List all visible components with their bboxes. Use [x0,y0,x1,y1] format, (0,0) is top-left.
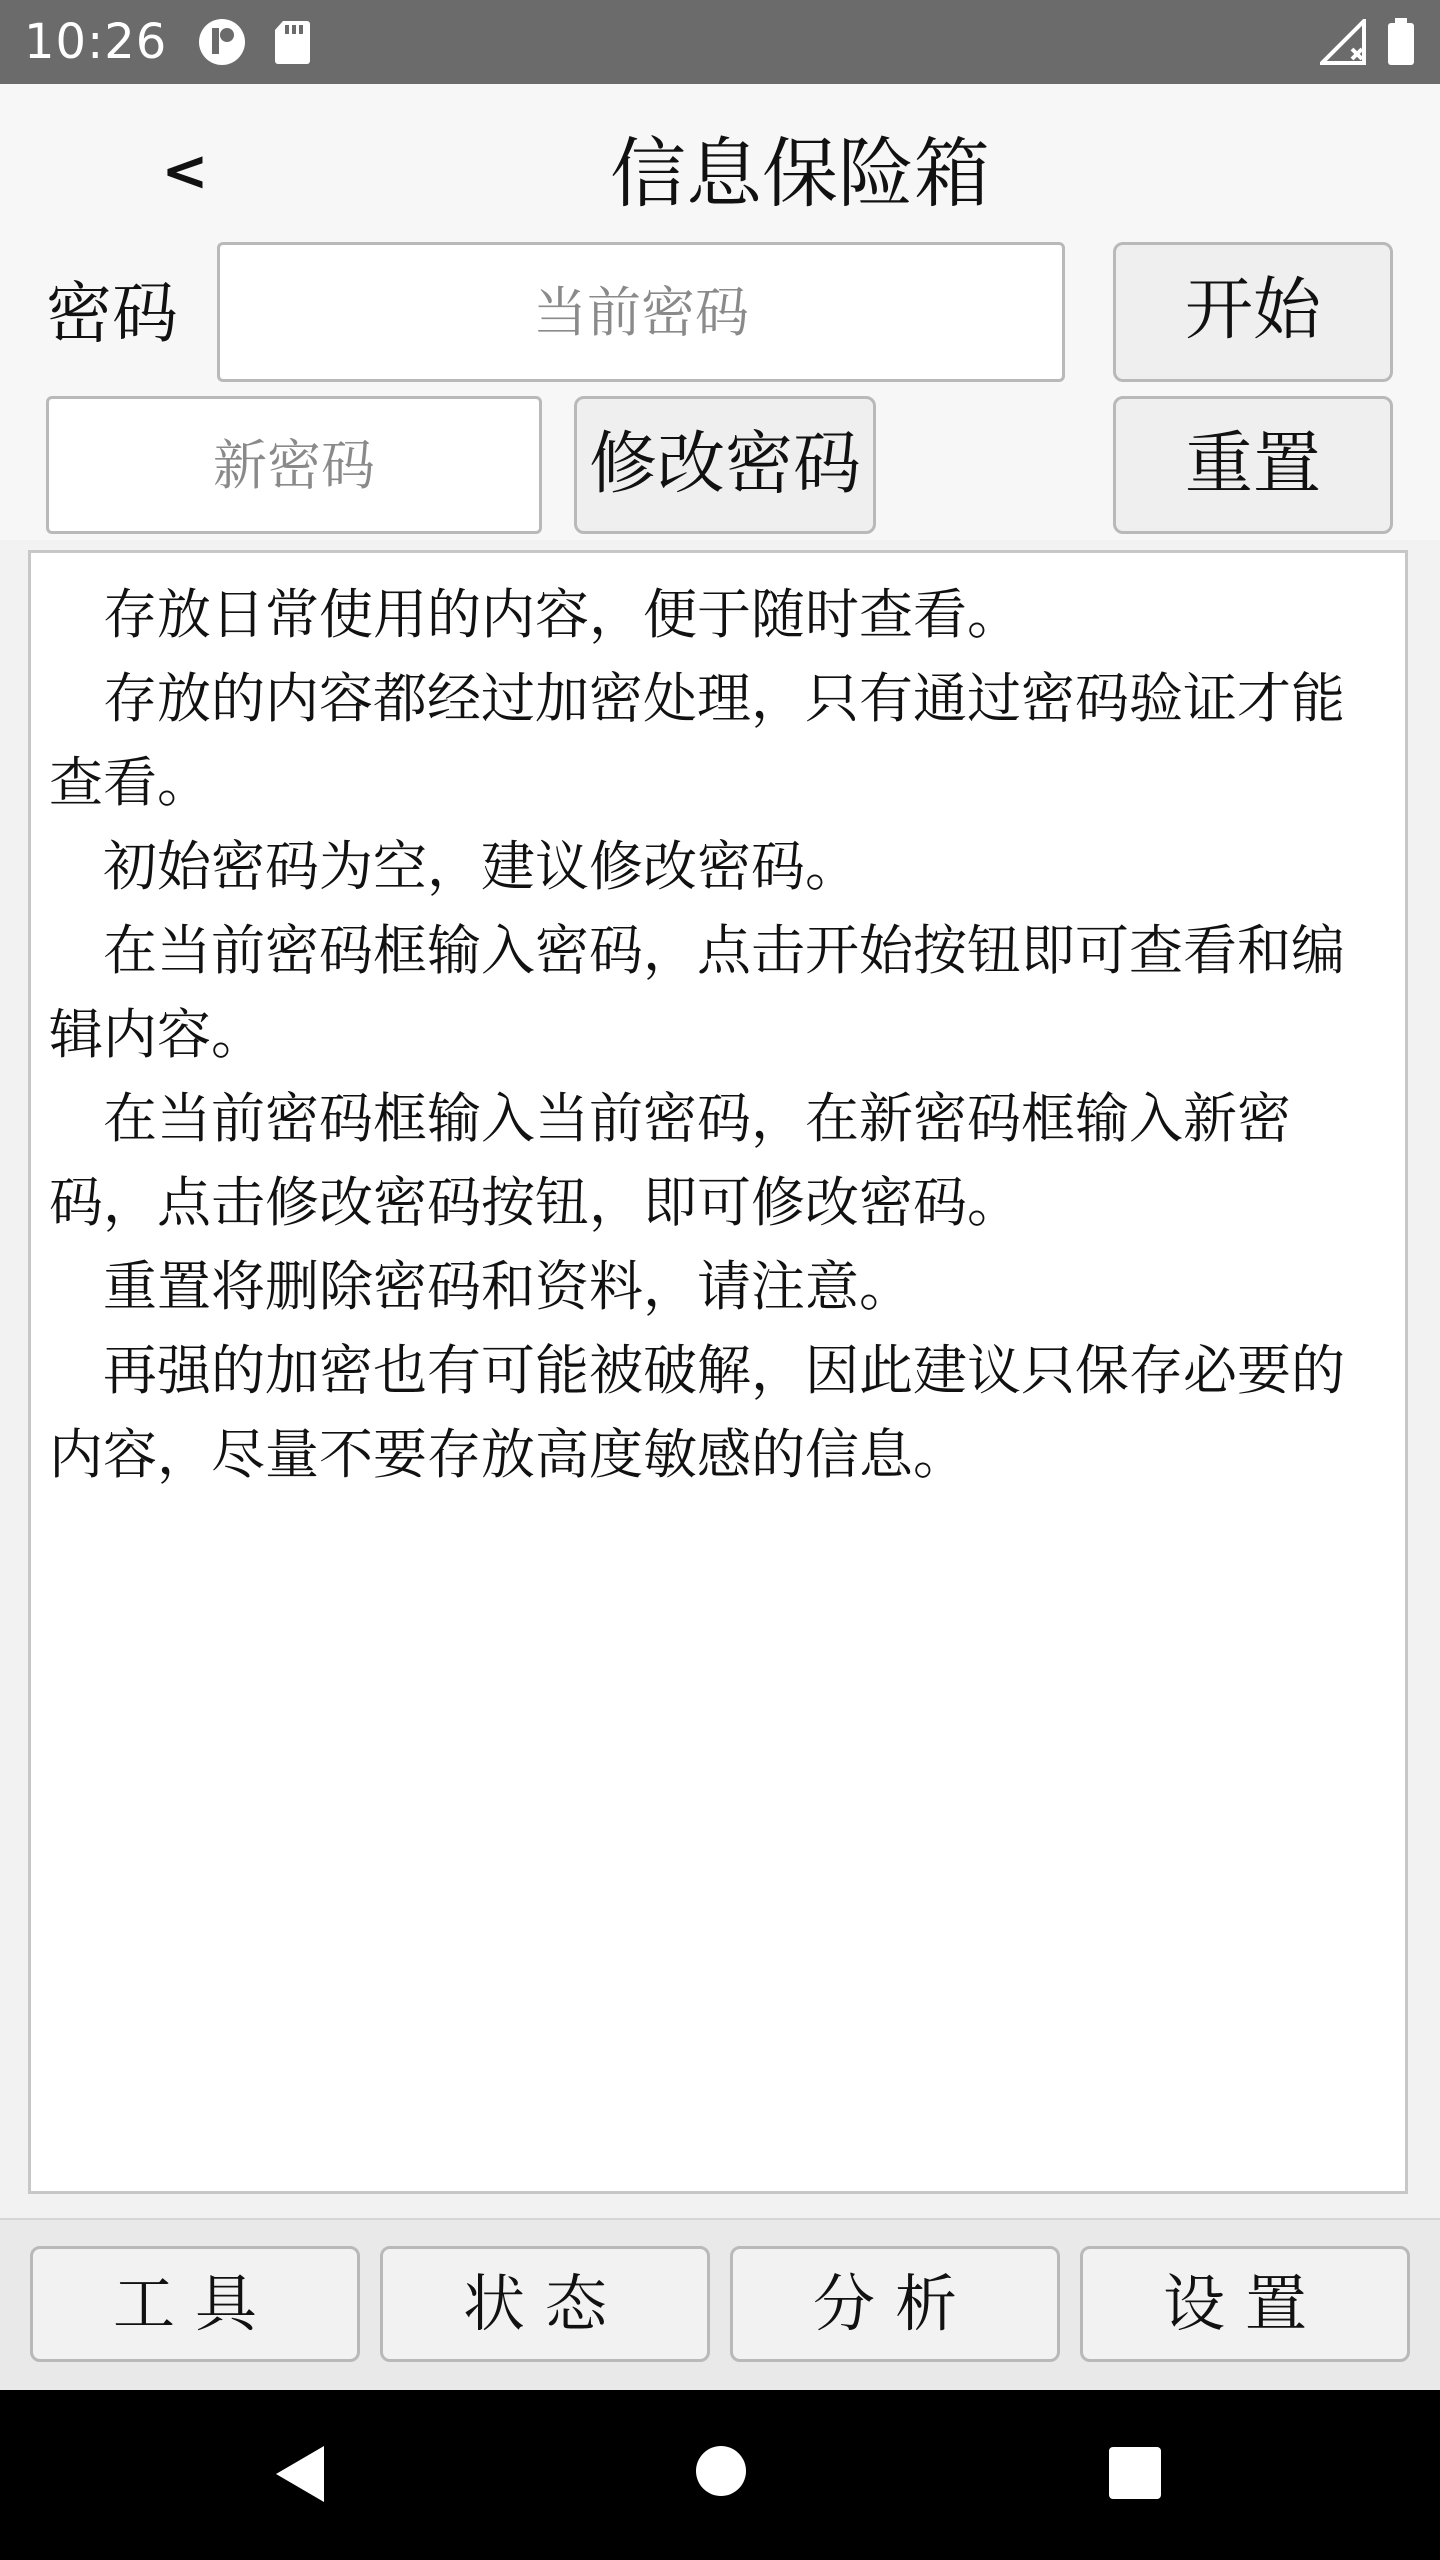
app-icon [197,17,247,67]
password-label: 密码 [46,275,178,352]
app-header [0,84,1440,240]
status-time: 10:26 [24,14,168,70]
home-circle-icon[interactable] [694,2444,748,2498]
content-paragraph: 再强的加密也有可能被破解，因此建议只保存必要的内容，尽量不要存放高度敏感的信息。 [49,1339,1345,1486]
back-triangle-icon[interactable] [272,2442,328,2506]
page-title: 信息保险箱 [610,129,990,218]
content-paragraph: 存放日常使用的内容，便于随时查看。 [103,583,1021,646]
current-password-input[interactable] [217,242,1065,382]
content-paragraph: 在当前密码框输入密码，点击开始按钮即可查看和编辑内容。 [49,919,1345,1066]
content-paragraph: 在当前密码框输入当前密码，在新密码框输入新密码，点击修改密码按钮，即可修改密码。 [49,1087,1291,1234]
content-text-area[interactable] [28,550,1408,2194]
analysis-button-label: 分析 [812,2267,977,2340]
status-button[interactable] [380,2246,710,2362]
reset-button[interactable]: 重置 [1113,396,1393,534]
new-password-input[interactable] [46,396,542,534]
signal-off-icon [1320,19,1366,65]
content-paragraph: 存放的内容都经过加密处理，只有通过密码验证才能查看。 [49,667,1345,814]
status-bar [0,0,1440,84]
tools-button-label: 工具 [112,2267,277,2340]
sd-card-icon [273,19,311,65]
bottom-toolbar [0,2218,1440,2392]
content-paragraph: 初始密码为空，建议修改密码。 [103,835,859,898]
content-paragraph: 重置将删除密码和资料，请注意。 [103,1255,913,1318]
analysis-button[interactable] [730,2246,1060,2362]
start-button[interactable]: 开始 [1113,242,1393,382]
status-right-icons [1320,18,1416,66]
status-button-label: 状态 [462,2267,627,2340]
status-left-icons [197,17,311,67]
password-controls [0,240,1440,540]
back-button[interactable]: < [161,139,209,204]
recents-square-icon[interactable] [1108,2446,1162,2500]
battery-icon [1386,18,1416,66]
settings-button[interactable] [1080,2246,1410,2362]
tools-button[interactable] [30,2246,360,2362]
change-password-button[interactable]: 修改密码 [574,396,876,534]
system-nav-bar [0,2390,1440,2560]
content-text [49,573,1387,1497]
settings-button-label: 设置 [1162,2267,1327,2340]
